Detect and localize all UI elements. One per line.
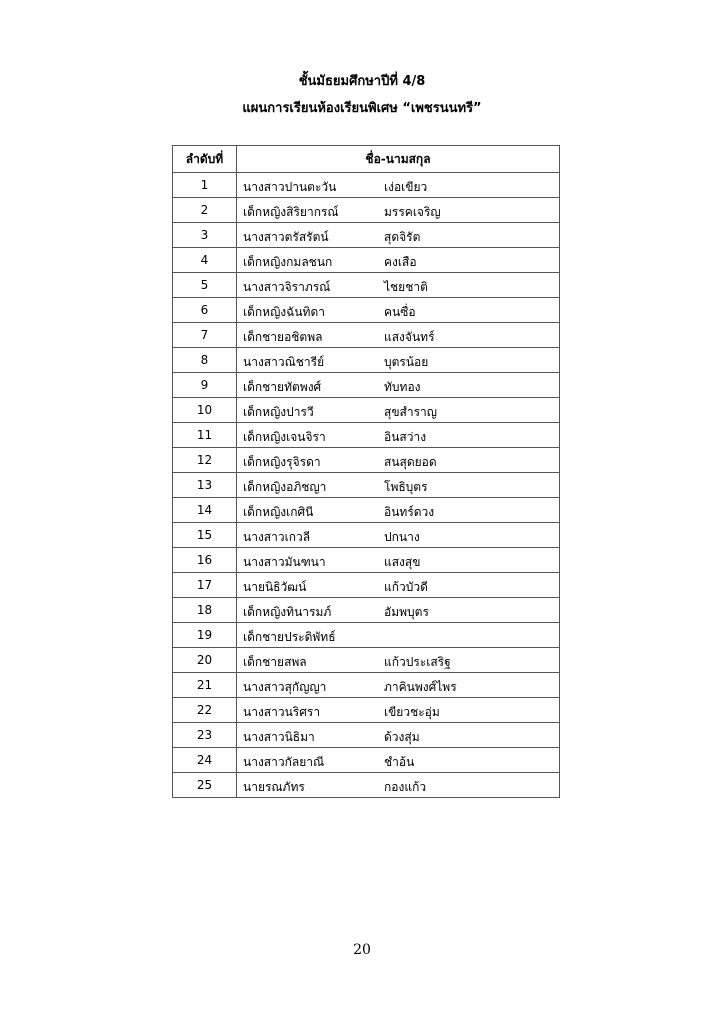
first-name: นางสาวจิราภรณ์: [243, 280, 331, 294]
column-header-number: ลำดับที่: [173, 146, 237, 173]
first-name: นางสาวตรัสรัตน์: [243, 230, 329, 244]
student-name-cell: [237, 498, 560, 523]
last-name: โพธิบุตร: [384, 480, 428, 494]
table-row: [173, 498, 560, 523]
first-name: เด็กชายประดิพัทธ์: [243, 630, 336, 644]
row-number: 5: [173, 273, 237, 298]
first-name: นางสาวนิธิมา: [243, 730, 315, 744]
row-number: 10: [173, 398, 237, 423]
student-name-cell: [237, 198, 560, 223]
row-number: 22: [173, 698, 237, 723]
student-name-cell: [237, 673, 560, 698]
first-name: นางสาวณิชารีย์: [243, 355, 325, 369]
table-row: [173, 323, 560, 348]
student-name-cell: [237, 598, 560, 623]
last-name: อินสว่าง: [384, 430, 427, 444]
table-row: [173, 673, 560, 698]
row-number: 6: [173, 298, 237, 323]
student-name-cell: [237, 348, 560, 373]
last-name: กองแก้ว: [384, 780, 427, 794]
first-name: เด็กหญิงเกศินี: [243, 505, 314, 519]
row-number: 4: [173, 248, 237, 273]
first-name: เด็กชายอชิตพล: [243, 330, 323, 344]
last-name: อินทร์ดวง: [384, 505, 435, 519]
last-name: แก้วบัวดี: [384, 580, 428, 594]
last-name: เง่อเขียว: [384, 180, 428, 194]
row-number: 13: [173, 473, 237, 498]
student-name-cell: [237, 773, 560, 798]
table-row: [173, 523, 560, 548]
table-row: [173, 548, 560, 573]
row-number: 9: [173, 373, 237, 398]
page-number: 20: [353, 942, 371, 958]
row-number: 15: [173, 523, 237, 548]
table-row: [173, 198, 560, 223]
row-number: 7: [173, 323, 237, 348]
table-row: [173, 698, 560, 723]
table-row: [173, 173, 560, 198]
table-row: [173, 648, 560, 673]
table-row: [173, 223, 560, 248]
student-name-cell: [237, 698, 560, 723]
student-name-cell: [237, 623, 560, 648]
first-name: เด็กหญิงปารวี: [243, 405, 314, 419]
first-name: เด็กหญิงฉันทิดา: [243, 305, 325, 319]
student-name-cell: [237, 223, 560, 248]
table-row: [173, 448, 560, 473]
table-row: [173, 423, 560, 448]
student-name-cell: [237, 423, 560, 448]
last-name: เขียวชะอุ่ม: [384, 705, 440, 719]
class-title: ชั้นมัธยมศึกษาปีที่ 4/8: [298, 74, 426, 89]
row-number: 24: [173, 748, 237, 773]
first-name: เด็กหญิงอภิชญา: [243, 480, 327, 494]
first-name: นางสาวสุกัญญา: [243, 680, 327, 694]
last-name: คงเสือ: [384, 255, 417, 269]
first-name: นางสาวกัลยาณี: [243, 755, 325, 769]
student-name-cell: [237, 548, 560, 573]
first-name: นางสาวเกวลี: [243, 530, 311, 544]
row-number: 14: [173, 498, 237, 523]
row-number: 25: [173, 773, 237, 798]
first-name: นายนิธิวัฒน์: [243, 580, 307, 594]
first-name: นางสาวมันฑนา: [243, 555, 326, 569]
student-name-cell: [237, 323, 560, 348]
table-header-row: [173, 146, 560, 173]
student-name-cell: [237, 748, 560, 773]
row-number: 23: [173, 723, 237, 748]
row-number: 8: [173, 348, 237, 373]
first-name: นางสาวปานตะวัน: [243, 180, 337, 194]
last-name: มรรคเจริญ: [384, 205, 441, 219]
table-row: [173, 473, 560, 498]
first-name: เด็กหญิงรุจิรดา: [243, 455, 321, 469]
last-name: ภาคินพงศ์ไพร: [384, 680, 457, 694]
row-number: 17: [173, 573, 237, 598]
student-name-cell: [237, 448, 560, 473]
table-body: [173, 173, 560, 798]
table-row: [173, 273, 560, 298]
first-name: เด็กชายสพล: [243, 655, 307, 669]
row-number: 3: [173, 223, 237, 248]
column-header-name: ชื่อ-นามสกุล: [237, 146, 560, 173]
table-row: [173, 398, 560, 423]
row-number: 19: [173, 623, 237, 648]
student-name-cell: [237, 248, 560, 273]
student-name-cell: [237, 723, 560, 748]
last-name: สุขสำราญ: [384, 405, 437, 419]
last-name: ปกนาง: [384, 530, 420, 544]
student-name-cell: [237, 298, 560, 323]
row-number: 11: [173, 423, 237, 448]
row-number: 20: [173, 648, 237, 673]
student-name-cell: [237, 648, 560, 673]
student-name-cell: [237, 523, 560, 548]
first-name: เด็กหญิงสิริยากรณ์: [243, 205, 339, 219]
first-name: นายรณภัทร: [243, 780, 305, 794]
last-name: ไชยชาติ: [384, 280, 428, 294]
last-name: แสงสุข: [384, 555, 421, 569]
student-name-cell: [237, 473, 560, 498]
program-title: แผนการเรียนห้องเรียนพิเศษ “เพชรนนทรี”: [242, 101, 482, 116]
row-number: 16: [173, 548, 237, 573]
table-row: [173, 373, 560, 398]
first-name: เด็กหญิงทินารมภ์: [243, 605, 332, 619]
student-name-cell: [237, 173, 560, 198]
student-name-cell: [237, 373, 560, 398]
table-row: [173, 298, 560, 323]
first-name: เด็กหญิงเจนจิรา: [243, 430, 326, 444]
student-roster-table: [172, 145, 560, 798]
table-row: [173, 348, 560, 373]
last-name: ชำอ้น: [384, 755, 415, 769]
last-name: แก้วประเสริฐ: [384, 655, 451, 669]
table-row: [173, 598, 560, 623]
table-row: [173, 623, 560, 648]
student-name-cell: [237, 573, 560, 598]
last-name: อัมพบุตร: [384, 605, 429, 619]
last-name: บุตรน้อย: [384, 355, 429, 369]
table-row: [173, 248, 560, 273]
last-name: ทับทอง: [384, 380, 421, 394]
last-name: คนซื่อ: [384, 305, 416, 319]
student-name-cell: [237, 398, 560, 423]
first-name: นางสาวนริศรา: [243, 705, 321, 719]
row-number: 12: [173, 448, 237, 473]
last-name: สุดจิรัต: [384, 230, 421, 244]
table-row: [173, 573, 560, 598]
last-name: สนสุดยอด: [384, 455, 437, 469]
table-row: [173, 748, 560, 773]
student-name-cell: [237, 273, 560, 298]
last-name: ด้วงสุ่ม: [384, 730, 420, 744]
table-row: [173, 723, 560, 748]
first-name: เด็กหญิงกมลชนก: [243, 255, 333, 269]
table-row: [173, 773, 560, 798]
row-number: 2: [173, 198, 237, 223]
row-number: 18: [173, 598, 237, 623]
row-number: 1: [173, 173, 237, 198]
first-name: เด็กชายทัตพงศ์: [243, 380, 322, 394]
row-number: 21: [173, 673, 237, 698]
last-name: แสงจันทร์: [384, 330, 435, 344]
